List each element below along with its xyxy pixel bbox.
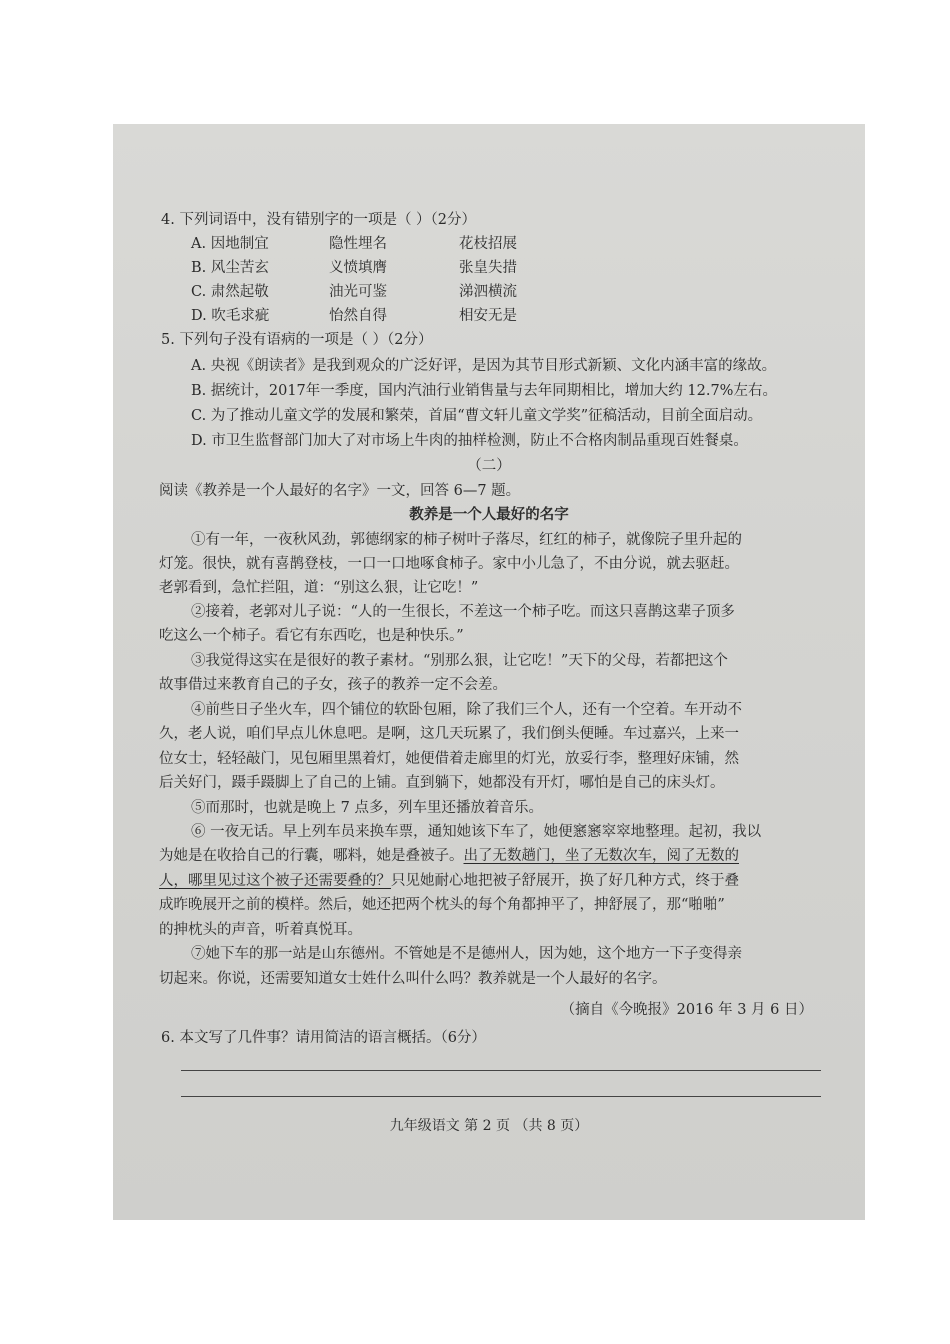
q4-option-d — [191, 306, 269, 326]
option-label: D. — [191, 308, 207, 324]
article-line: 切起来。你说，还需要知道女士姓什么叫什么吗？教养就是一个人最好的名字。 — [159, 971, 667, 987]
q4-option-c-word3: 涕泗横流 — [459, 284, 517, 300]
article-line: 灯笼。很快，就有喜鹊登枝，一口一口地啄食柿子。家中小儿急了，不由分说，就去驱赶。 — [159, 556, 739, 572]
article-line: 的抻枕头的声音，听着真悦耳。 — [159, 922, 362, 938]
q4-option-a-word2: 隐性埋名 — [329, 236, 387, 252]
option-word: 因地制宜 — [210, 236, 269, 252]
question-5-stem: 5. 下列句子没有语病的一项是（ ）（2分） — [161, 332, 433, 348]
option-label: B. — [191, 260, 207, 276]
article-line: 故事借过来教育自己的子女，孩子的教养一定不会差。 — [159, 677, 507, 693]
article-line: 老郭看到，急忙拦阻，道：“别这么狠，让它吃！” — [159, 580, 479, 596]
section-heading: （二） — [467, 458, 511, 474]
article-line: ⑤而那时，也就是晚上 7 点多，列车里还播放着音乐。 — [191, 800, 543, 816]
article-source: （摘自《今晚报》2016 年 3 月 6 日） — [560, 1002, 813, 1018]
q4-option-a — [191, 234, 269, 254]
answer-line[interactable] — [181, 1070, 821, 1071]
article-line: ③我觉得这实在是很好的教子素材。“别那么狠，让它吃！”天下的父母，若都把这个 — [191, 653, 728, 669]
option-label: C. — [191, 284, 207, 300]
q4-option-b-word2: 义愤填膺 — [329, 260, 387, 276]
q5-option-d: D. 市卫生监督部门加大了对市场上牛肉的抽样检测，防止不合格肉制品重现百姓餐桌。 — [191, 433, 748, 449]
article-line: 后关好门，蹑手蹑脚上了自己的上铺。直到躺下，她都没有开灯，哪怕是自己的床头灯。 — [159, 775, 725, 791]
article-line: ①有一年，一夜秋风劲，郭德纲家的柿子树叶子落尽，红红的柿子，就像院子里升起的 — [191, 532, 742, 548]
exam-page — [113, 124, 865, 1220]
q4-option-c-word2: 油光可鉴 — [329, 284, 387, 300]
q4-option-c — [191, 282, 269, 302]
question-6-stem: 6. 本文写了几件事？请用简洁的语言概括。（6分） — [161, 1030, 486, 1046]
article-line: 成昨晚展开之前的模样。然后，她还把两个枕头的每个角都抻平了，抻舒展了，那“啪啪” — [159, 897, 725, 913]
article-text: 为她是在收拾自己的行囊，哪料，她是叠被子。 — [159, 848, 464, 864]
underlined-sentence: 出了无数趟门，坐了无数次车，阅了无数的 — [463, 848, 739, 864]
article-line — [159, 871, 739, 891]
article-line: ②接着，老郭对儿子说：“人的一生很长，不差这一个柿子吃。而这只喜鹊这辈子顶多 — [191, 604, 735, 620]
article-line: 位女士，轻轻敲门，见包厢里黑着灯，她便借着走廊里的灯光，放妥行李，整理好床铺，然 — [159, 751, 739, 767]
q5-option-a: A. 央视《朗读者》是我到观众的广泛好评，是因为其节目形式新颖、文化内涵丰富的缘故。 — [191, 358, 777, 374]
reading-intro: 阅读《教养是一个人最好的名字》一文，回答 6—7 题。 — [159, 483, 521, 499]
article-title: 教养是一个人最好的名字 — [409, 506, 569, 523]
answer-line[interactable] — [181, 1096, 821, 1097]
q4-option-b-word3: 张皇失措 — [459, 260, 517, 276]
option-label: A. — [191, 236, 207, 252]
article-line: ⑦她下车的那一站是山东德州。不管她是不是德州人，因为她，这个地方一下子变得亲 — [191, 946, 742, 962]
q5-option-b: B. 据统计，2017年一季度，国内汽油行业销售量与去年同期相比，增加大约 12.7%左右。 — [191, 383, 777, 399]
article-text: 只见她耐心地把被子舒展开，换了好几种方式，终于叠 — [391, 873, 739, 889]
article-line: 吃这么一个柿子。看它有东西吃，也是种快乐。” — [159, 628, 464, 644]
article-line: ⑥ 一夜无话。早上列车员来换车票，通知她该下车了，她便窸窸窣窣地整理。起初，我以 — [191, 824, 762, 840]
q4-option-d-word2: 怡然自得 — [329, 308, 387, 324]
q5-option-c: C. 为了推动儿童文学的发展和繁荣，首届“曹文轩儿童文学奖”征稿活动，目前全面启动。 — [191, 408, 763, 424]
article-line: 久，老人说，咱们早点儿休息吧。是啊，这几天玩累了，我们倒头便睡。车过嘉兴，上来一 — [159, 726, 739, 742]
question-4-stem: 4. 下列词语中，没有错别字的一项是（ ）（2分） — [161, 212, 477, 228]
option-word: 风尘苦玄 — [210, 260, 269, 276]
option-word: 吹毛求疵 — [211, 308, 270, 324]
underlined-sentence: 人，哪里见过这个被子还需要叠的？ — [159, 873, 391, 889]
article-line — [159, 846, 739, 866]
q4-option-a-word3: 花枝招展 — [459, 236, 517, 252]
page-footer: 九年级语文 第 2 页 （共 8 页） — [389, 1118, 589, 1134]
option-word: 肃然起敬 — [210, 284, 269, 300]
q4-option-b — [191, 258, 269, 278]
article-line: ④前些日子坐火车，四个铺位的软卧包厢，除了我们三个人，还有一个空着。车开动不 — [191, 702, 742, 718]
q4-option-d-word3: 相安无是 — [459, 308, 517, 324]
